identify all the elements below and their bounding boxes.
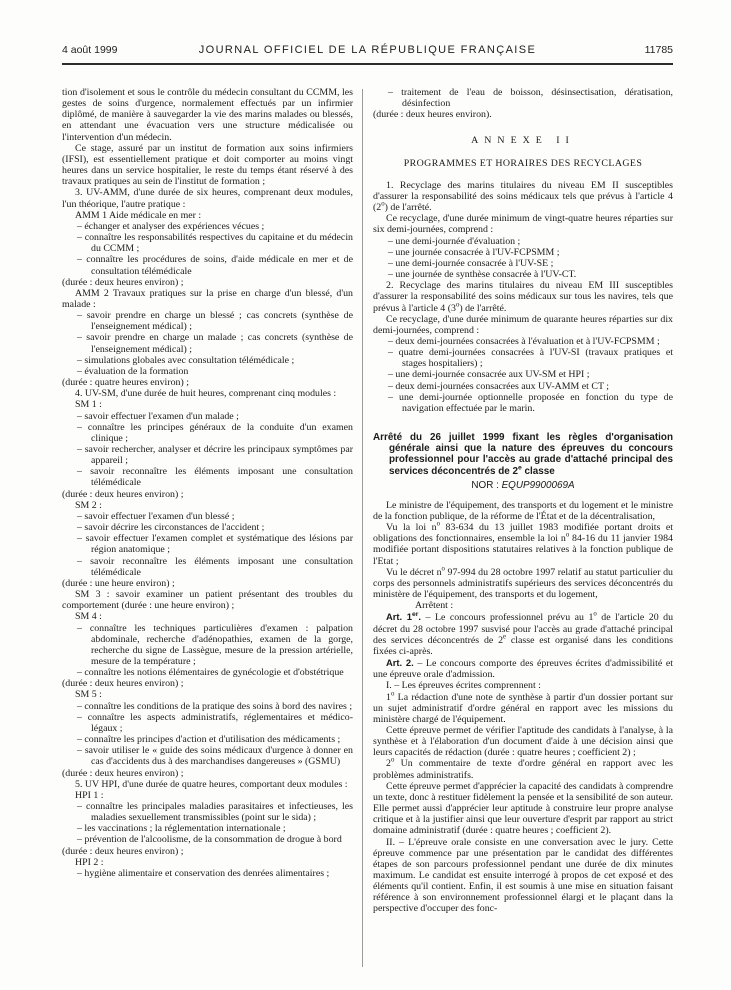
list-item: – les vaccinations ; la réglementation internationale ; <box>77 823 286 835</box>
article-number: Art. 1er. <box>386 611 422 623</box>
left-column <box>62 87 353 967</box>
paragraph: AMM 2 Travaux pratiques sur la prise en charge d'un blessé, d'un malade : <box>62 287 353 310</box>
paragraph: 4. UV-SM, d'une durée de huit heures, comprenant cinq modules : <box>75 388 337 400</box>
paragraph: II. – L'épreuve orale consiste en une conversation avec le jury. Cette épreuve commence par une présentation par le candidat des différentes étapes de son parcours professionnel pendant une durée de dix minutes maximum. Le candidat est ensuite interrogé à propos de cet exposé et des éléments qu'il contient. Enfin, il est soumis à une mise en situation faisant référence à son environnement professionnel élargi et le plaçant dans la perspective d'occuper des fonc- <box>373 836 673 915</box>
paragraph: 2$^o$ Un commentaire de texte d'ordre général en rapport avec les problèmes administratifs. <box>373 757 673 781</box>
paragraph: Vu la loi $n^o$ 83-634 du 13 juillet 1983 modifiée portant droits et obligations des fonctionnaires, ensemble la loi $n^o$ 84-16 du 11 janvier 1984 modifiée portant dispositions statutaires relatives à la fonction publique de l'Etat ; <box>373 520 673 567</box>
list-item: – une demi-journée optionnelle proposée en fonction du type de navigation effectuée par le marin. <box>388 391 673 414</box>
paragraph: SM 5 : <box>75 689 102 701</box>
list-item: – connaître les principes généraux de la conduite d'un examen clinique ; <box>77 421 353 444</box>
paragraph: I. – Les épreuves écrites comprennent : <box>386 680 541 692</box>
list-item: – connaître les principes d'action et d'utilisation des médicaments ; <box>77 734 341 746</box>
paragraph: SM 4 : <box>75 611 102 623</box>
list-item: – connaître les techniques particulières d'examen : palpation abdominale, recherche d'adénopathies, examen de la gorge, recherche du signe de Lassègue, mesure de la pression artérielle, mesure de la température ; <box>77 622 353 667</box>
nor-line: NOR : EQUP9900069A <box>471 479 575 491</box>
list-item: – savoir prendre en charge un malade ; cas concrets (synthèse de l'enseignement médical) ; <box>77 332 353 355</box>
duration-note: (durée : deux heures environ) ; <box>62 767 184 779</box>
list-item: – savoir reconnaître les éléments imposant une consultation télémédicale <box>77 466 353 489</box>
page-body <box>62 87 673 967</box>
duration-note: (durée : deux heures environ) ; <box>62 678 184 690</box>
list-item: – prévention de l'alcoolisme, de la consommation de drogue à bord <box>77 834 342 846</box>
paragraph: Art. 2. – Le concours comporte des épreuves écrites d'admissibilité et une épreuve orale d'admission. <box>373 657 673 681</box>
list-item: – savoir effectuer l'examen d'un malade ; <box>77 410 239 422</box>
paragraph: Ce recyclage, d'une durée minimum de quarante heures réparties sur dix demi-journées, comprend : <box>373 313 673 336</box>
list-item: – évaluation de la formation <box>77 365 189 377</box>
right-column <box>373 87 673 967</box>
paragraph: Art. 1er. – Le concours professionnel prévu au 1$^o$ de l'article 20 du décret du 28 octobre 1997 susvisé pour l'accès au grade d'attaché principal des services déconcentrés de 2e classe est organisé dans les conditions fixées ci-après. <box>373 611 674 657</box>
annexe-heading: ANNEXE II <box>471 135 575 147</box>
list-item: – savoir effectuer l'examen d'un blessé ; <box>77 510 235 522</box>
list-item: – quatre demi-journées consacrées à l'UV-SI (travaux pratiques et stages hospitaliers) ; <box>388 347 673 370</box>
duration-note: (durée : quatre heures environ) ; <box>62 377 189 389</box>
paragraph: 2. Recyclage des marins titulaires du niveau EM III susceptibles d'assurer la responsabilité des soins médicaux sur tous les navires, tels que prévus à l'article 4 (3$^o$) de l'arrêté. <box>373 280 673 314</box>
article-title: Arrêté du 26 juillet 1999 fixant les règles d'organisation générale ainsi que la nature des épreuves du concours professionnel pour l'accès au grade d'attaché principal des services déconcentrés de 2e classe <box>373 432 673 477</box>
header-journal-title: JOURNAL OFFICIEL DE LA RÉPUBLIQUE FRANÇAISE <box>198 44 537 56</box>
paragraph: SM 3 : savoir examiner un patient présentant des troubles du comportement (durée : une heure environ) ; <box>62 589 353 612</box>
list-item: – deux demi-journées consacrées à l'évaluation et à l'UV-FCPSMM ; <box>388 335 660 347</box>
list-item: – une demi-journée d'évaluation ; <box>388 235 521 247</box>
list-item: – savoir reconnaître les éléments imposant une consultation télémédicale <box>77 555 353 578</box>
list-item: – deux demi-journées consacrées aux UV-AMM et CT ; <box>388 380 610 392</box>
paragraph: HPI 1 : <box>75 789 104 801</box>
paragraph: Cette épreuve permet d'apprécier la capacité des candidats à comprendre un texte, donc à restituer fidèlement la pensée et la sensibilité de son auteur. Elle permet aussi d'apprécier leur aptitude à construire leur propre analyse critique et à la justifier ainsi que leur ouverture d'esprit par rapport au strict domaine administratif (durée : quatre heures ; coefficient 2). <box>373 780 673 837</box>
list-item: – savoir rechercher, analyser et décrire les principaux symptômes par appareil ; <box>77 444 353 467</box>
list-item: – une demi-journée consacrée aux UV-SM et HPI ; <box>388 369 590 381</box>
section-heading: PROGRAMMES ET HORAIRES DES RECYCLAGES <box>403 157 643 169</box>
duration-note: (durée : une heure environ) ; <box>62 577 175 589</box>
list-item: – savoir effectuer l'examen complet et systématique des lésions par région anatomique ; <box>77 533 353 556</box>
paragraph: Ce recyclage, d'une durée minimum de vingt-quatre heures réparties sur six demi-journées, comprend : <box>373 213 673 236</box>
duration-note: (durée : deux heures environ) ; <box>62 276 184 288</box>
paragraph: SM 2 : <box>75 499 102 511</box>
duration-note: (durée : deux heures environ) ; <box>62 488 184 500</box>
list-item: – une demi-journée consacrée à l'UV-SE ; <box>388 257 554 269</box>
list-item: – hygiène alimentaire et conservation des denrées alimentaires ; <box>77 867 330 879</box>
duration-note: (durée : deux heures environ). <box>373 109 492 121</box>
list-item: – une journée consacrée à l'UV-FCPSMM ; <box>388 246 560 258</box>
paragraph: 1. Recyclage des marins titulaires du niveau EM II susceptibles d'assurer la responsabilité des soins médicaux tels que prévus à l'article 4 (2$^o$) de l'arrêté. <box>373 179 673 214</box>
list-item: – savoir décrire les circonstances de l'accident ; <box>77 522 265 534</box>
paragraph: Ce stage, assuré par un institut de formation aux soins infirmiers (IFSI), est essentiellement pratique et doit comporter au moins vingt heures dans un service hospitalier, le reste du temps étant réservé à des travaux pratiques au sein de l'institut de formation ; <box>62 142 353 188</box>
list-item: – savoir utiliser le « guide des soins médicaux d'urgence à donner en cas d'accidents dus à des marchandises dangereuses » (GSMU) <box>77 745 353 768</box>
list-item: – connaître les responsabilités respectives du capitaine et du médecin du CCMM ; <box>77 232 353 255</box>
header-date: 4 août 1999 <box>62 44 118 56</box>
list-item: – connaître les aspects administratifs, réglementaires et médico-légaux ; <box>77 711 353 734</box>
duration-note: (durée : deux heures environ) ; <box>62 845 184 857</box>
paragraph: 5. UV HPI, d'une durée de quatre heures, comportant deux modules : <box>75 778 348 790</box>
column-divider-rule <box>362 89 363 967</box>
header-page-number: 11785 <box>644 44 673 56</box>
list-item: – traitement de l'eau de boisson, désinsectisation, dératisation, désinfection <box>388 87 673 110</box>
list-item: – simulations globales avec consultation télémédicale ; <box>77 354 295 366</box>
paragraph: Vu le décret $n^o$ 97-994 du 28 octobre 1997 relatif au statut particulier du corps des personnels administratifs supérieurs des services déconcentrés du ministère de l'équipement, des transports et du logement, <box>373 565 673 601</box>
paragraph: 1$^o$ La rédaction d'une note de synthèse à partir d'un dossier portant sur un sujet administratif d'ordre général en rapport avec les missions du ministère chargé de l'équipement. <box>373 690 673 725</box>
list-item: – une journée de synthèse consacrée à l'UV-CT. <box>388 269 577 281</box>
list-item: – connaître les notions élémentaires de gynécologie et d'obstétrique <box>77 667 344 679</box>
paragraph: tion d'isolement et sous le contrôle du médecin consultant du CCMM, les gestes de soins d'urgence, normalement effectués par un infirmier diplômé, de manière à sauvegarder la vie des marins malades ou blessés, en attendant une évacuation vers une structure médicalisée ou l'intervention d'un médecin. <box>62 87 353 143</box>
page-header <box>62 44 673 56</box>
paragraph: Arrêtent : <box>415 600 454 612</box>
list-item: – connaître les procédures de soins, d'aide médicale en mer et de consultation télémédicale <box>77 254 353 277</box>
article-number: Art. 2. <box>386 657 414 669</box>
list-item: – connaître les principales maladies parasitaires et infectieuses, les maladies sexuellement transmissibles (point sur le sida) ; <box>77 801 353 824</box>
paragraph: Cette épreuve permet de vérifier l'aptitude des candidats à l'analyse, à la synthèse et à l'élaboration d'un document d'aide à une décision ainsi que leurs capacités de rédaction (durée : quatre heures ; coefficient 2) ; <box>373 724 673 759</box>
list-item: – connaître les conditions de la pratique des soins à bord des navires ; <box>77 700 353 712</box>
list-item: – savoir prendre en charge un blessé ; cas concrets (synthèse de l'enseignement médical) ; <box>77 310 353 333</box>
paragraph: HPI 2 : <box>75 856 104 868</box>
header-rule <box>62 63 673 65</box>
paragraph: AMM 1 Aide médicale en mer : <box>75 209 202 221</box>
list-item: – échanger et analyser des expériences vécues ; <box>77 220 265 232</box>
paragraph: 3. UV-AMM, d'une durée de six heures, comprenant deux modules, l'un théorique, l'autre pratique : <box>62 187 353 210</box>
paragraph: Le ministre de l'équipement, des transports et du logement et le ministre de la fonction publique, de la réforme de l'État et de la décentralisation, <box>373 499 673 522</box>
paragraph: SM 1 : <box>75 399 102 411</box>
